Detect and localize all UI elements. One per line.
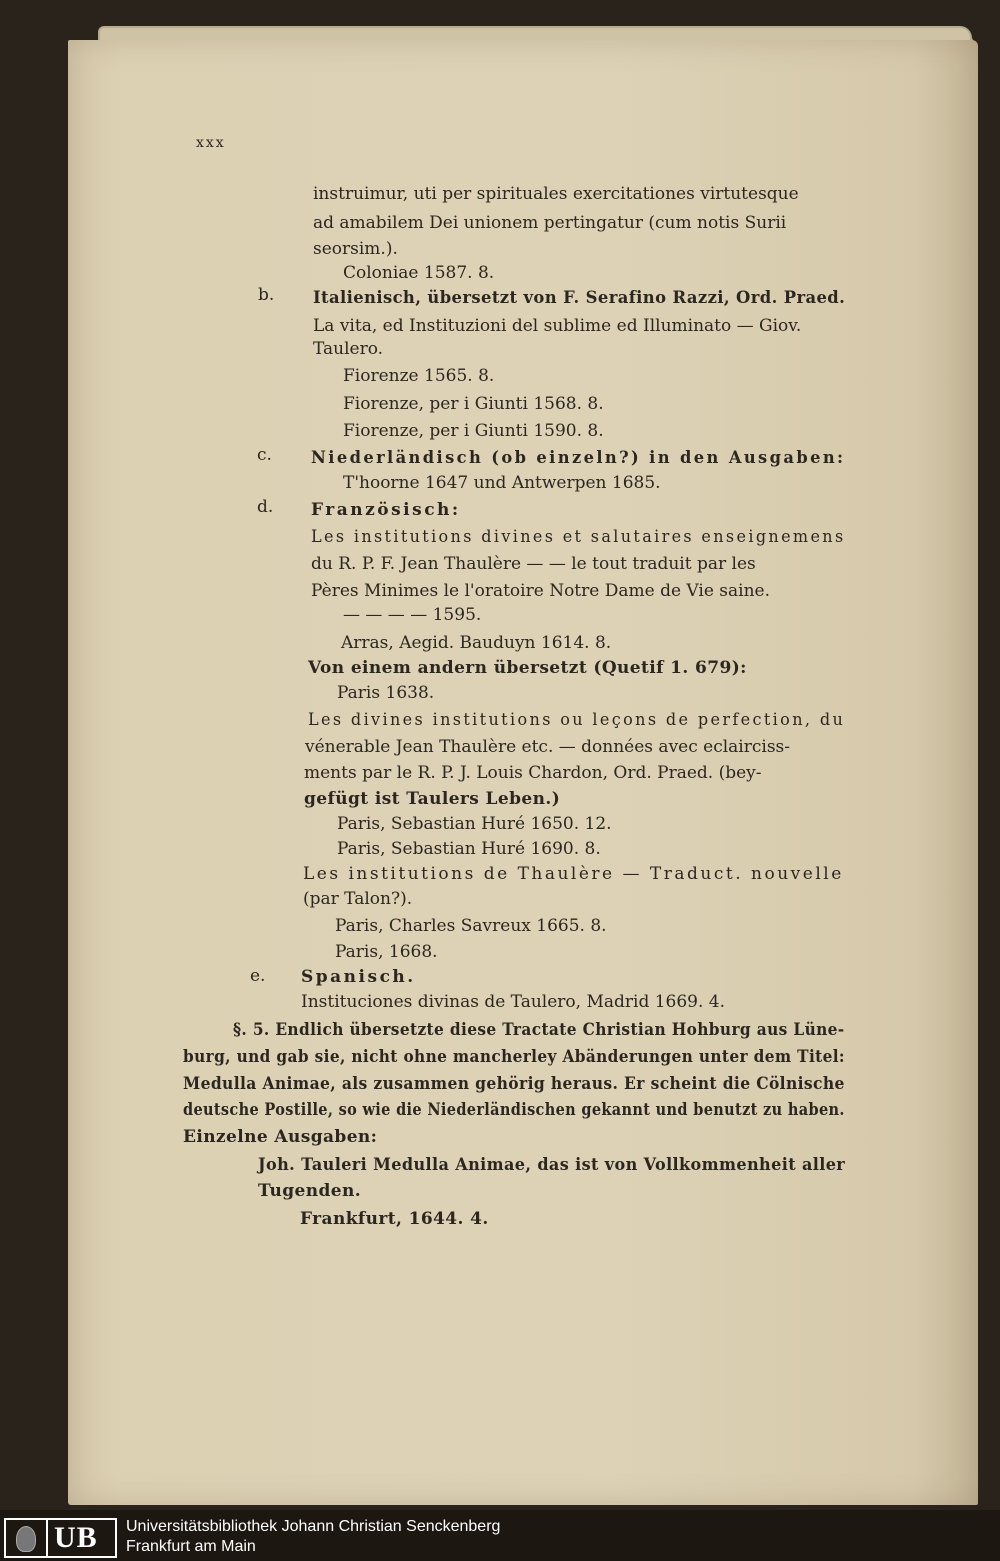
text-line: Fiorenze, per i Giunti 1568. 8. [343, 394, 604, 414]
text-line: ments par le R. P. J. Louis Chardon, Ord. Praed. (bey- [304, 763, 762, 783]
text-line: Spanisch. [301, 967, 416, 987]
text-line: Arras, Aegid. Bauduyn 1614. 8. [341, 633, 612, 653]
text-line: Pères Minimes le l'oratoire Notre Dame de Vie saine. [311, 581, 771, 601]
text-line: T'hoorne 1647 und Antwerpen 1685. [343, 473, 661, 493]
text-line: — — — — 1595. [343, 605, 482, 625]
text-line: Taulero. [313, 339, 384, 359]
text-line: Niederländisch (ob einzeln?) in den Ausgaben: [311, 448, 846, 468]
text-line: Les institutions divines et salutaires enseignemens [311, 527, 846, 547]
text-line: Von einem andern übersetzt (Quetif 1. 679): [308, 658, 747, 678]
text-line: Medulla Animae, als zusammen gehörig heraus. Er scheint die Cölnische [183, 1074, 845, 1094]
logo-ub-text: UB [54, 1521, 98, 1554]
text-line: Joh. Tauleri Medulla Animae, das ist von Vollkommenheit aller [258, 1155, 846, 1175]
text-line: Coloniae 1587. 8. [343, 263, 495, 283]
text-line: b. [258, 285, 275, 305]
text-line: §. 5. Endlich übersetzte diese Tractate Christian Hohburg aus Lüne- [233, 1020, 845, 1040]
text-line: Paris, Charles Savreux 1665. 8. [335, 916, 607, 936]
text-line: instruimur, uti per spirituales exercitationes virtutesque [313, 184, 799, 204]
text-line: Französisch: [311, 500, 461, 520]
text-line: Les divines institutions ou leçons de perfection, du [308, 710, 846, 730]
text-line: ad amabilem Dei unionem pertingatur (cum notis Surii [313, 213, 787, 233]
page-number: xxx [196, 135, 226, 151]
text-line: seorsim.). [313, 239, 398, 259]
text-line: burg, und gab sie, nicht ohne mancherley Abänderungen unter dem Titel: [183, 1047, 845, 1067]
text-line: Instituciones divinas de Taulero, Madrid 1669. 4. [301, 992, 726, 1012]
text-line: Les institutions de Thaulère — Traduct. nouvelle [303, 864, 844, 884]
text-line: Einzelne Ausgaben: [183, 1127, 378, 1147]
text-line: deutsche Postille, so wie die Niederländischen gekannt und benutzt zu haben. [183, 1100, 845, 1120]
text-line: c. [257, 445, 272, 465]
text-line: du R. P. F. Jean Thaulère — — le tout traduit par les [311, 554, 756, 574]
institution-name[interactable]: Universitätsbibliothek Johann Christian Senckenberg [126, 1518, 501, 1535]
text-line: gefügt ist Taulers Leben.) [304, 789, 561, 809]
text-line: Paris, Sebastian Huré 1690. 8. [337, 839, 601, 859]
text-line: Fiorenze 1565. 8. [343, 366, 495, 386]
text-line: Paris, Sebastian Huré 1650. 12. [337, 814, 612, 834]
text-line: Paris, 1668. [335, 942, 438, 962]
text-line: e. [250, 966, 266, 986]
text-line: La vita, ed Instituzioni del sublime ed Illuminato — Giov. [313, 316, 802, 336]
text-line: Italienisch, übersetzt von F. Serafino Razzi, Ord. Praed. [313, 288, 846, 308]
text-line: Frankfurt, 1644. 4. [300, 1209, 489, 1229]
text-line: Tugenden. [258, 1181, 362, 1201]
text-line: Fiorenze, per i Giunti 1590. 8. [343, 421, 604, 441]
text-line: (par Talon?). [303, 889, 413, 909]
text-line: vénerable Jean Thaulère etc. — données avec eclairciss- [305, 737, 791, 757]
text-line: Paris 1638. [337, 683, 435, 703]
institution-city: Frankfurt am Main [126, 1538, 256, 1555]
text-line: d. [257, 497, 274, 517]
seal-icon [6, 1520, 48, 1556]
library-logo[interactable] [4, 1518, 117, 1558]
